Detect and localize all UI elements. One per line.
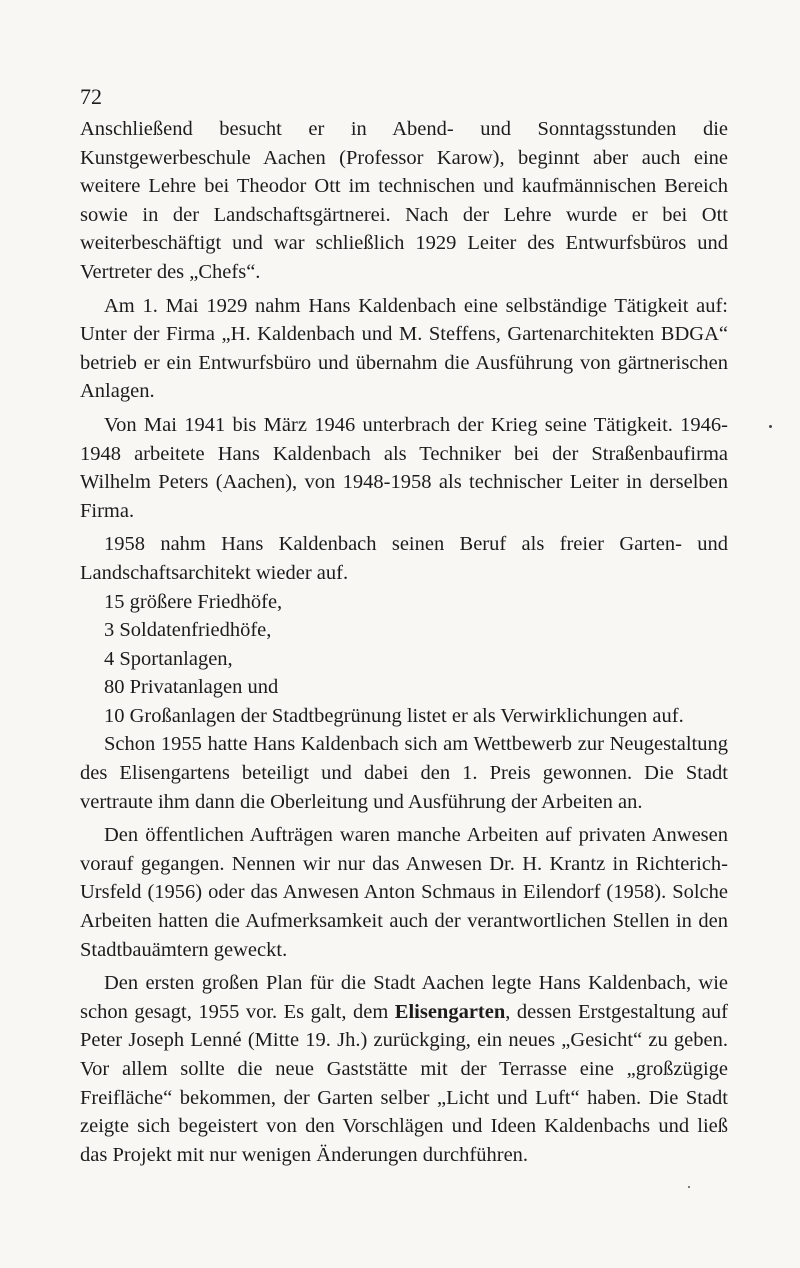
paper-speck — [769, 425, 772, 428]
list-item: 15 größere Friedhöfe, — [104, 590, 283, 613]
paper-speck — [688, 1186, 690, 1188]
page-number: 72 — [80, 84, 102, 109]
list-item: 3 Soldatenfriedhöfe, — [104, 619, 272, 642]
paragraph-7-start: Den ersten großen Plan für die Stadt Aachen legte Hans Kaldenbach, wie schon gesagt, 1955 vor. Es galt, dem — [80, 972, 728, 1023]
paragraph-2: Am 1. Mai 1929 nahm Hans Kaldenbach eine selbständige Tätigkeit auf: Unter der Firma „H. Kaldenbach und M. Steffens, Gartenarchitekten BDGA“ betrieb er ein Entwurfsbüro und übernahm die Ausführung von gärtnerischen Anlagen. — [80, 294, 728, 403]
works-list — [80, 588, 728, 731]
list-item: 80 Privatanlagen und — [104, 676, 279, 699]
elisengarten-bold: Elisengarten — [394, 1000, 506, 1023]
list-item: 4 Sportanlagen, — [104, 647, 233, 670]
list-item: 10 Großanlagen der Stadtbegrünung listet er als Verwirklichungen auf. — [104, 704, 684, 727]
paragraph-3: Von Mai 1941 bis März 1946 unterbrach der Krieg seine Tätigkeit. 1946-1948 arbeitete Hans Kaldenbach als Techniker bei der Straßenbaufirma Wilhelm Peters (Aachen), von 1948-1958 als technischer Leiter in derselben Firma. — [80, 413, 728, 522]
paragraph-7 — [80, 969, 728, 1169]
paragraph-4: 1958 nahm Hans Kaldenbach seinen Beruf als freier Garten- und Landschaftsarchitekt wieder auf. — [80, 533, 728, 584]
paragraph-7-end: , dessen Erstgestaltung auf Peter Joseph Lenné (Mitte 19. Jh.) zurückging, ein neues „Gesicht“ zu geben. Vor allem sollte die neue Gaststätte mit der Terrasse eine „großzügige Freifläche“ bekommen, der Garten selber „Licht und Luft“ haben. Die Stadt zeigte sich begeistert von den Vorschlägen und Ideen Kaldenbachs und ließ das Projekt mit nur wenigen Änderungen durchführen. — [80, 1000, 728, 1166]
body-text — [80, 115, 728, 1169]
paragraph-6: Den öffentlichen Aufträgen waren manche Arbeiten auf privaten Anwesen vorauf gegangen. Nennen wir nur das Anwesen Dr. H. Krantz in Richterich-Ursfeld (1956) oder das Anwesen Anton Schmaus in Eilendorf (1958). Solche Arbeiten hatten die Aufmerksamkeit auch der verantwortlichen Stellen in den Stadtbauämtern geweckt. — [80, 824, 728, 961]
paragraph-5: Schon 1955 hatte Hans Kaldenbach sich am Wettbewerb zur Neugestaltung des Elisengartens beteiligt und dabei den 1. Preis gewonnen. Die Stadt vertraute ihm dann die Oberleitung und Ausführung der Arbeiten an. — [80, 733, 728, 813]
paragraph-1: Anschließend besucht er in Abend- und Sonntagsstunden die Kunstgewerbeschule Aachen (Professor Karow), beginnt aber auch eine weitere Lehre bei Theodor Ott im technischen und kaufmännischen Bereich sowie in der Landschaftsgärtnerei. Nach der Lehre wurde er bei Ott weiterbeschäftigt und war schließlich 1929 Leiter des Entwurfsbüros und Vertreter des „Chefs“. — [80, 118, 728, 283]
